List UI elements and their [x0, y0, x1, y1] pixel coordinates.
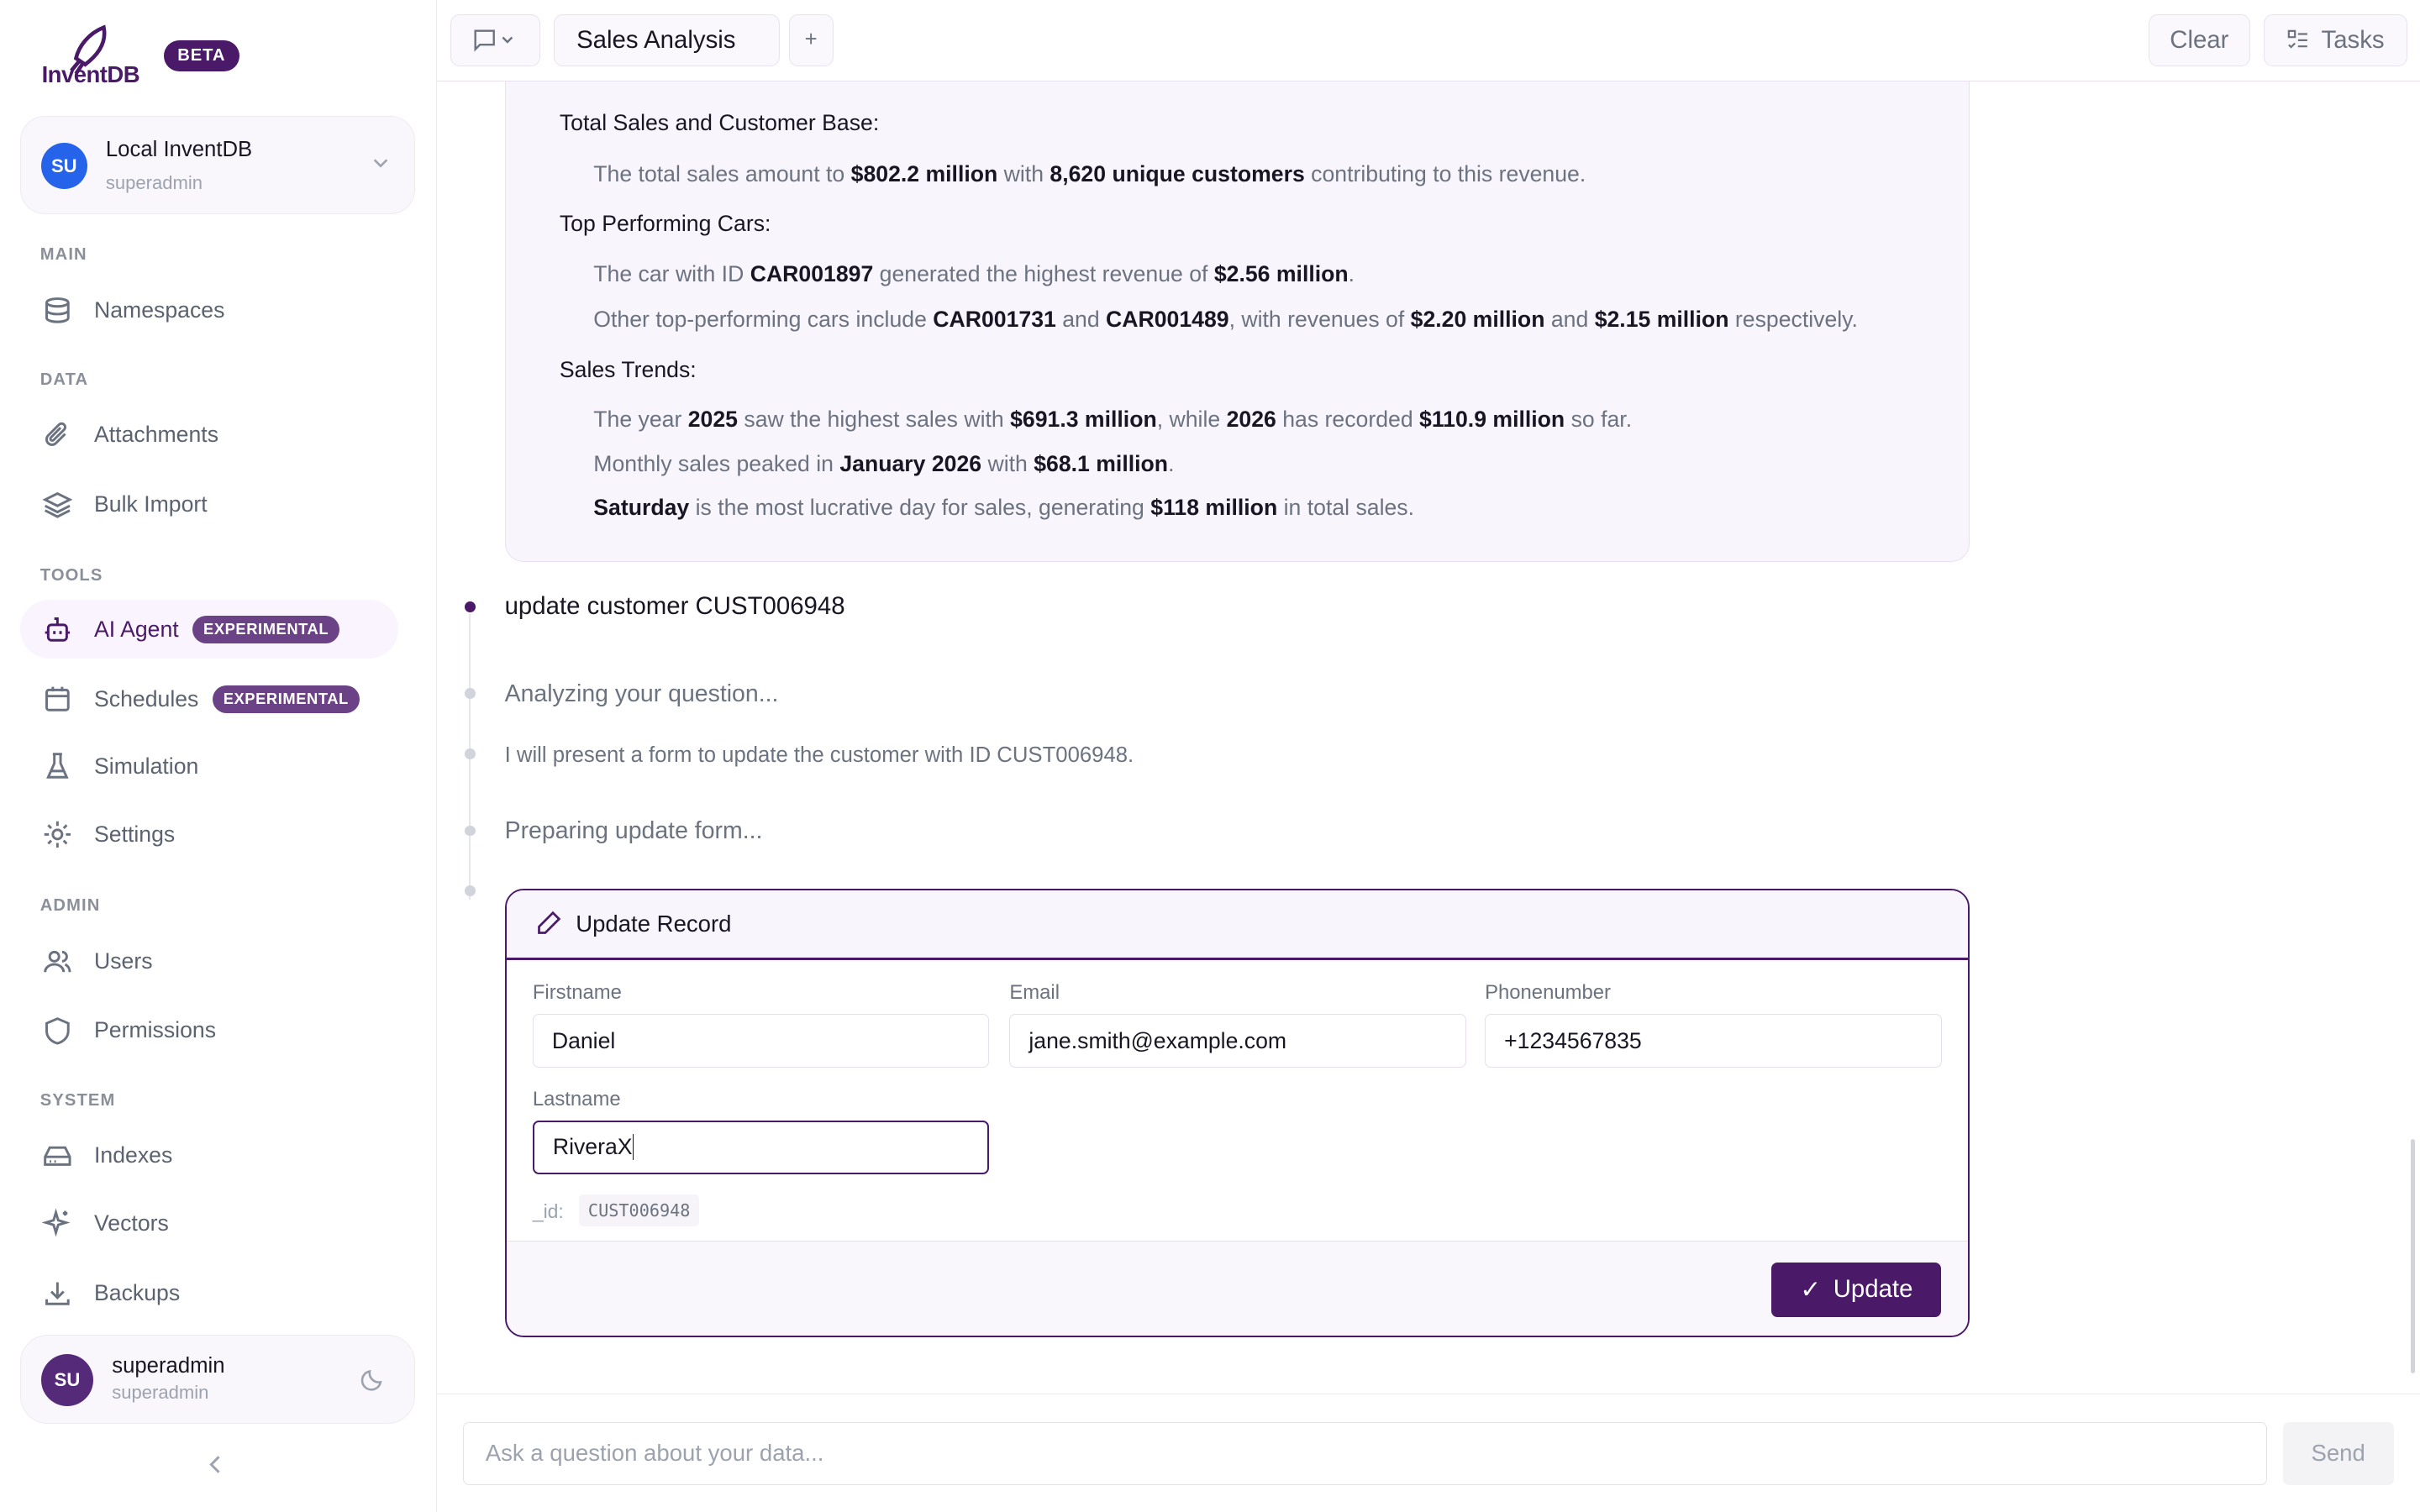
download-icon [42, 1278, 73, 1309]
user-question: update customer CUST006948 [504, 592, 845, 621]
highlight-text: $118 million [1150, 494, 1278, 520]
email-label: Email [1009, 981, 1060, 1005]
text: respectively. [1728, 306, 1858, 332]
tasks-button[interactable] [2264, 14, 2407, 66]
paperclip-icon [42, 420, 73, 451]
label: Vectors [94, 1210, 169, 1236]
firstname-input[interactable]: Daniel [533, 1014, 990, 1068]
question-input[interactable]: Ask a question about your data... [463, 1422, 2267, 1485]
text: , while [1156, 407, 1227, 433]
sidebar-item-settings[interactable] [20, 806, 398, 864]
calendar-icon [42, 684, 73, 715]
section-admin: ADMIN [39, 896, 101, 916]
highlight-text: CAR001489 [1106, 306, 1229, 332]
text: Monthly sales peaked in [593, 451, 840, 477]
text: The car with ID [593, 261, 750, 287]
clear-button[interactable]: Clear [2149, 14, 2250, 66]
text: so far. [1565, 407, 1633, 433]
highlight-text: 8,620 unique customers [1050, 161, 1305, 187]
label: AI Agent [94, 616, 179, 642]
message-icon [472, 28, 497, 52]
topbar [437, 0, 2420, 81]
highlight-text: 2026 [1226, 407, 1276, 433]
summary-line [593, 307, 1858, 333]
label: Backups [94, 1279, 181, 1305]
highlight-text: January 2026 [839, 451, 982, 477]
update-button[interactable] [1771, 1263, 1941, 1316]
collapse-sidebar-icon[interactable] [205, 1451, 227, 1478]
text: and [1544, 306, 1595, 332]
section-data: DATA [39, 370, 89, 389]
highlight-text: $68.1 million [1034, 451, 1169, 477]
timeline-dot [465, 688, 476, 699]
label: Attachments [94, 422, 219, 448]
highlight-text: $110.9 million [1419, 407, 1565, 433]
text: , with revenues of [1228, 306, 1411, 332]
summary-line [593, 407, 1632, 433]
section-main: MAIN [39, 245, 87, 265]
text: and [1055, 306, 1107, 332]
tasks-label: Tasks [2321, 25, 2385, 54]
label: Users [94, 948, 153, 974]
text: with [981, 451, 1034, 477]
phone-label: Phonenumber [1485, 981, 1611, 1005]
experimental-badge: EXPERIMENTAL [213, 685, 360, 713]
form-footer [507, 1241, 1968, 1336]
bot-icon [42, 614, 73, 645]
section-system: SYSTEM [39, 1090, 116, 1110]
lastname-label: Lastname [532, 1088, 621, 1111]
summary-line [593, 161, 1586, 187]
lastname-input[interactable] [533, 1121, 990, 1174]
text: saw the highest sales with [737, 407, 1011, 433]
moon-icon[interactable] [360, 1367, 385, 1391]
hard-drive-icon [42, 1140, 73, 1171]
text: has recorded [1276, 407, 1420, 433]
shield-icon [42, 1016, 73, 1047]
sidebar-item-namespaces[interactable] [20, 281, 398, 339]
chevron-down-icon [371, 154, 390, 172]
highlight-text: Saturday [593, 494, 690, 520]
label: Simulation [94, 753, 199, 780]
database-icon [42, 295, 73, 326]
text: The total sales amount to [593, 161, 851, 187]
sidebar-item-backups[interactable] [20, 1263, 398, 1322]
pencil-icon [534, 910, 562, 937]
flask-icon [42, 751, 73, 782]
timeline-dot [465, 885, 476, 896]
highlight-text: 2025 [687, 407, 738, 433]
text: is the most lucrative day for sales, generating [689, 494, 1151, 520]
sidebar-item-simulation[interactable] [20, 738, 398, 796]
heading: Sales Trends: [559, 357, 697, 383]
sidebar-item-indexes[interactable] [20, 1126, 398, 1185]
text: generated the highest revenue of [873, 261, 1214, 287]
db-user: superadmin [105, 171, 203, 193]
label: Namespaces [94, 297, 225, 323]
summary-line [593, 451, 1174, 477]
status-step: Preparing update form... [504, 817, 763, 845]
timeline-dot [465, 826, 476, 837]
timeline-dot [465, 601, 476, 612]
sidebar-item-attachments[interactable] [20, 406, 398, 465]
sidebar [0, 0, 437, 1512]
text: The year [593, 407, 688, 433]
user-name: superadmin [112, 1353, 225, 1378]
user-avatar: SU [41, 1354, 93, 1406]
db-avatar: SU [41, 143, 87, 189]
beta-badge: BETA [164, 40, 239, 72]
text: Other top-performing cars include [593, 306, 934, 332]
email-input[interactable]: jane.smith@example.com [1009, 1014, 1466, 1068]
heading: Total Sales and Customer Base: [559, 110, 880, 136]
highlight-text: $691.3 million [1010, 407, 1157, 433]
text: . [1168, 451, 1175, 477]
form-header [507, 890, 1968, 960]
id-value: CUST006948 [579, 1194, 700, 1227]
firstname-label: Firstname [532, 981, 622, 1005]
status-step: Analyzing your question... [504, 680, 779, 707]
highlight-text: $2.15 million [1594, 306, 1729, 332]
sidebar-item-bulk-import[interactable] [20, 475, 398, 534]
sidebar-item-vectors[interactable] [20, 1194, 398, 1253]
status-step: I will present a form to update the customer with ID CUST006948. [504, 743, 1134, 768]
text: with [997, 161, 1050, 187]
check-icon: ✓ [1800, 1275, 1821, 1304]
users-icon [42, 946, 73, 977]
brand-name: InventDB [41, 61, 140, 88]
chevron-down-icon [497, 33, 518, 48]
add-tab-button[interactable]: + [789, 14, 834, 66]
update-record-form [505, 889, 1970, 1337]
chat-input-bar [437, 1394, 2420, 1512]
highlight-text: $2.56 million [1213, 261, 1349, 287]
section-tools: TOOLS [39, 566, 103, 585]
form-title: Update Record [576, 910, 732, 937]
sidebar-item-permissions[interactable] [20, 1001, 398, 1060]
label: Permissions [94, 1017, 217, 1043]
sidebar-item-ai-agent[interactable] [20, 600, 398, 659]
highlight-text: CAR001897 [750, 261, 874, 287]
analysis-summary [505, 81, 1970, 561]
experimental-badge: EXPERIMENTAL [192, 616, 339, 643]
list-check-icon [2287, 29, 2309, 51]
label: Schedules [94, 685, 199, 711]
chat-mode-dropdown[interactable] [450, 14, 540, 66]
sparkles-icon [42, 1208, 73, 1239]
summary-line [593, 495, 1414, 521]
highlight-text: $2.20 million [1410, 306, 1545, 332]
sidebar-item-schedules[interactable] [20, 669, 398, 728]
layers-icon [42, 489, 73, 520]
highlight-text: CAR001731 [933, 306, 1056, 332]
db-name: Local InventDB [105, 138, 253, 162]
scrollbar[interactable] [2411, 1139, 2416, 1373]
heading: Top Performing Cars: [559, 210, 771, 236]
chat-area [437, 81, 2420, 1393]
database-switcher[interactable] [20, 116, 415, 215]
gear-icon [42, 819, 73, 850]
user-role: superadmin [112, 1381, 209, 1403]
summary-line [593, 261, 1355, 287]
user-menu[interactable] [20, 1335, 415, 1425]
phone-input[interactable]: +1234567835 [1485, 1014, 1942, 1068]
label: Bulk Import [94, 491, 208, 517]
tab-sales-analysis[interactable]: Sales Analysis [554, 14, 779, 66]
id-label: _id: [532, 1200, 564, 1223]
lastname-value: RiveraX [552, 1134, 633, 1160]
timeline-dot [465, 748, 476, 759]
label: Indexes [94, 1142, 173, 1168]
update-label: Update [1833, 1275, 1913, 1304]
text: . [1348, 261, 1355, 287]
text: in total sales. [1277, 494, 1415, 520]
highlight-text: $802.2 million [850, 161, 998, 187]
text: contributing to this revenue. [1304, 161, 1586, 187]
sidebar-item-users[interactable] [20, 932, 398, 990]
label: Settings [94, 822, 176, 848]
send-button[interactable]: Send [2283, 1422, 2394, 1485]
